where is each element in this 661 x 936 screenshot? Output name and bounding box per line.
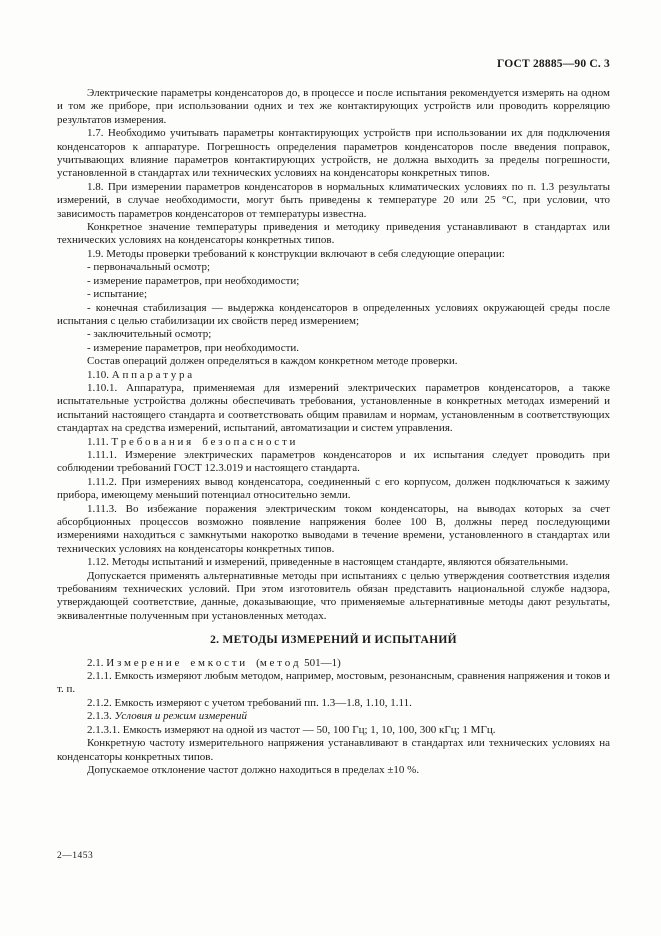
paragraph: 2.1.2. Емкость измеряют с учетом требований пп. 1.3—1.8, 1.10, 1.11. [87,696,412,709]
paragraph: 2.1.1. Емкость измеряют любым методом, например, мостовым, резонансным, сравнения напряжения и токов и т. п. [57,670,610,696]
paragraph: 1.11.2. При измерениях вывод конденсатора, соединенный с его корпусом, должен подключаться к зажиму прибора, имеющему меньший потенциал относительно земли. [57,475,610,502]
paragraph: 2.1.3.1. Емкость измеряют на одной из частот — 50, 100 Гц; 1, 10, 100, 300 кГц; 1 МГц. [87,723,496,736]
paragraph: 1.7. Необходимо учитывать параметры контактирующих устройств при использовании их для подключения конденсаторов к аппаратуре. Погрешность определения параметров конденсаторов после введения поправок, учитывающих влияние параметров контактирующих устройств, не должна выходить за пределы погрешности, установленной в стандартах или технических условиях на конденсаторы конкретных типов. [57,127,610,180]
paragraph: 1.8. При измерении параметров конденсаторов в нормальных климатических условиях по п. 1.3 результаты измерений, в случае необходимости, могут быть приведены к температуре 20 или 25 °С, при условии, что зависимость параметров конденсаторов от температуры известна. [57,180,610,220]
document-body [57,87,610,777]
paragraph: - заключительный осмотр; [87,328,212,341]
paragraph: 1.11. Т р е б о в а н и я б е з о п а с н о с т и [87,435,296,448]
paragraph: - испытание; [87,288,147,301]
page-header-standard-number: ГОСТ 28885—90 С. 3 [497,58,610,70]
section-heading: 2. МЕТОДЫ ИЗМЕРЕНИЙ И ИСПЫТАНИЙ [210,634,457,647]
paragraph: 1.11.3. Во избежание поражения электрическим током конденсаторы, на выводах которых за счет абсорбционных процессов возможно появление напряжения более 100 В, должны перед последующими измерениями находиться с замкнутыми накоротко выводами в течение времени, установленного в стандартах или технических условиях на конденсаторы конкретных типов. [57,502,610,555]
paragraph: 2.1. И з м е р е н и е е м к о с т и (м е т о д 501—1) [87,656,341,669]
paragraph: 1.11.1. Измерение электрических параметров конденсаторов и их испытания следует проводить при соблюдении требований ГОСТ 12.3.019 и настоящего стандарта. [57,448,610,475]
paragraph [57,710,610,723]
paragraph: Допускается применять альтернативные методы при испытаниях с целью утверждения соответствия изделия требованиям технических условий. При этом изготовитель обязан представить национальной службе надзора, утверждающей соответствие, данные, доказывающие, что применяемые альтернативные методы дают результаты, эквивалентные полученным при установленных методах. [57,569,610,622]
paragraph: 1.9. Методы проверки требований к конструкции включают в себя следующие операции: [87,247,505,260]
paragraph: Электрические параметры конденсаторов до, в процессе и после испытания рекомендуется измерять на одном и том же приборе, при использовании одних и тех же контактирующих устройств или проводить корреляцию результатов измерения. [57,87,610,126]
paragraph: - первоначальный осмотр; [87,261,211,274]
paragraph: 1.10. А п п а р а т у р а [87,368,193,381]
paragraph: 1.10.1. Аппаратура, применяемая для измерений электрических параметров конденсаторов, а также испытательные устройства должны обеспечивать требования, установленные в конкретных методах измерений и испытаний настоящего стандарта и соответствовать общим правилам и нормам, установленным в соответствующих стандартах на средства измерений, испытаний, автоматизации и систем управления. [57,381,610,435]
paragraph: Конкретную частоту измерительного напряжения устанавливают в стандартах или технических условиях на конденсаторы конкретных типов. [57,737,610,763]
paragraph-run: 2.1.3. [87,710,115,723]
paragraph: Состав операций должен определяться в каждом конкретном методе проверки. [87,355,458,368]
paragraph: - измерение параметров, при необходимости. [87,341,300,354]
paragraph: Допускаемое отклонение частот должно находиться в пределах ±10 %. [87,763,420,776]
paragraph: - конечная стабилизация — выдержка конденсаторов в определенных условиях окружающей среды после испытания с целью стабилизации их свойств перед измерением; [57,301,610,327]
page-footer-print-number: 2—1453 [57,851,94,861]
subsection-title-italic: Условия и режим измерений [114,710,247,723]
paragraph: 1.12. Методы испытаний и измерений, приведенные в настоящем стандарте, являются обязательными. [87,556,569,569]
paragraph: - измерение параметров, при необходимости; [87,274,300,287]
paragraph: Конкретное значение температуры приведения и методику приведения устанавливают в стандартах или технических условиях на конденсаторы конкретных типов. [57,221,610,247]
